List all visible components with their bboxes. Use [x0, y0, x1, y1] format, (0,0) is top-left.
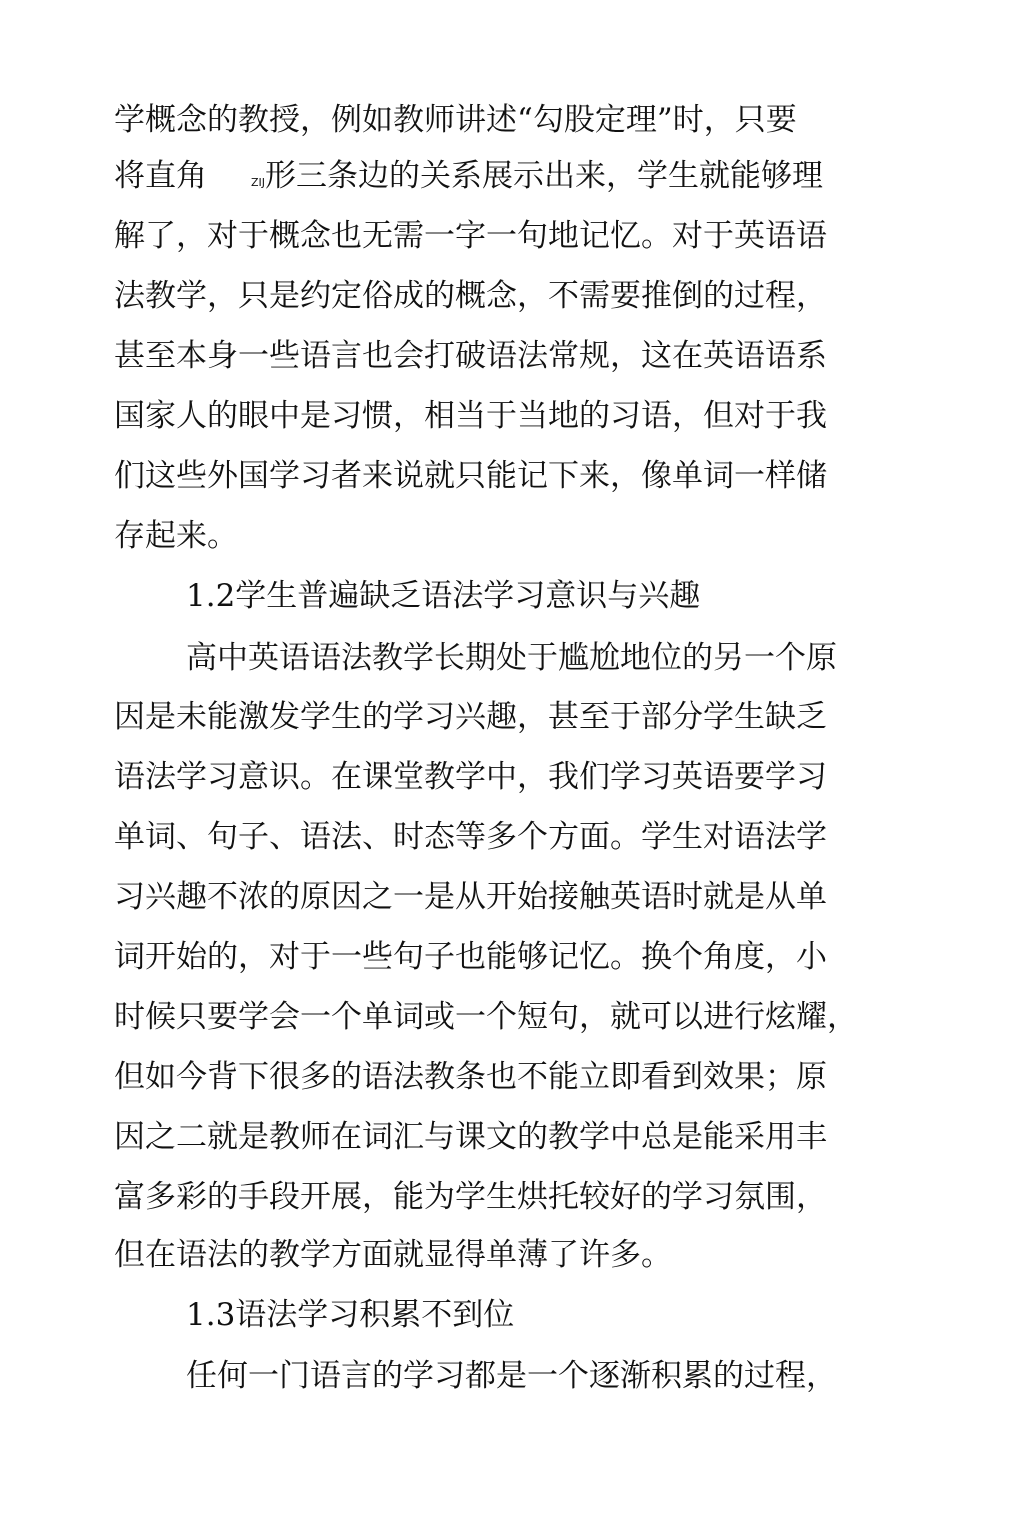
text-line: 存起来。 [114, 518, 238, 554]
text-span: 将直角 [114, 158, 207, 194]
text-line: 习兴趣不浓的原因之一是从开始接触英语时就是从单 [114, 879, 827, 915]
stray-mark: ZIJ [251, 176, 266, 189]
text-line: 但在语法的教学方面就显得单薄了许多。 [114, 1237, 672, 1273]
text-line: 词开始的，对于一些句子也能够记忆。换个角度，小 [114, 939, 827, 975]
text-line: 任何一门语言的学习都是一个逐渐积累的过程， [186, 1358, 837, 1394]
text-line: 学概念的教授，例如教师讲述“勾股定理”时，只要 [114, 102, 797, 138]
text-line: 甚至本身一些语言也会打破语法常规，这在英语语系 [114, 338, 827, 374]
text-line: 们这些外国学习者来说就只能记下来，像单词一样储 [114, 458, 827, 494]
text-line: 解了，对于概念也无需一字一句地记忆。对于英语语 [114, 218, 827, 254]
text-line: 富多彩的手段开展，能为学生烘托较好的学习氛围， [114, 1179, 827, 1215]
text-line: 语法学习意识。在课堂教学中，我们学习英语要学习 [114, 759, 827, 795]
text-line [114, 156, 823, 203]
text-line: 但如今背下很多的语法教条也不能立即看到效果；原 [114, 1059, 827, 1095]
section-heading: 1.2学生普遍缺乏语法学习意识与兴趣 [186, 578, 701, 614]
text-line: 时候只要学会一个单词或一个短句，就可以进行炫耀， [114, 999, 858, 1035]
text-line: 单词、句子、语法、时态等多个方面。学生对语法学 [114, 819, 827, 855]
section-heading: 1.3语法学习积累不到位 [186, 1297, 515, 1333]
text-line: 因是未能激发学生的学习兴趣，甚至于部分学生缺乏 [114, 699, 827, 735]
text-line: 法教学，只是约定俗成的概念，不需要推倒的过程， [114, 278, 827, 314]
text-line: 高中英语语法教学长期处于尴尬地位的另一个原 [186, 640, 837, 676]
text-line: 国家人的眼中是习惯，相当于当地的习语，但对于我 [114, 398, 827, 434]
text-span: 形三条边的关系展示出来，学生就能够理 [265, 158, 824, 194]
text-line: 因之二就是教师在词汇与课文的教学中总是能采用丰 [114, 1119, 827, 1155]
